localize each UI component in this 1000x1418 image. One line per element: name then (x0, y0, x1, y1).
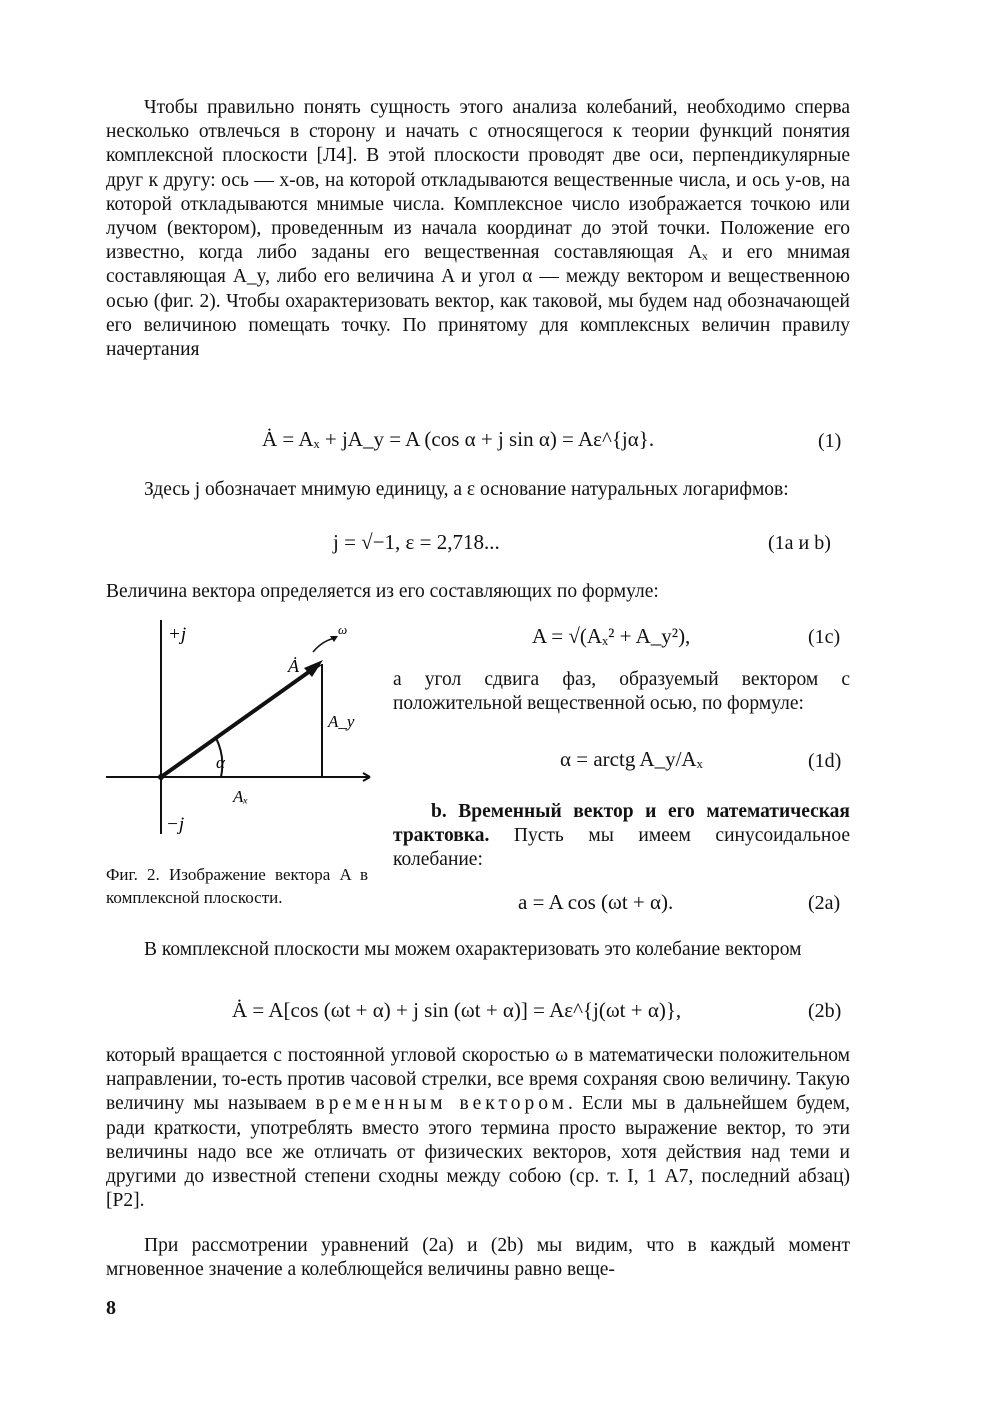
paragraph-vector-magnitude: Величина вектора определяется из его составляющих по формуле: (106, 581, 659, 602)
paragraph-vector-characterize: В комплексной плоскости мы можем охарактеризовать это колебание вектором (144, 939, 802, 960)
paragraph-rotating-vector (106, 1044, 850, 1213)
label-minus-j: −j (166, 814, 185, 835)
equation-1d-number: (1d) (808, 750, 842, 772)
equation-2b-number: (2b) (808, 1000, 842, 1022)
origin-point (158, 774, 164, 780)
paragraph-complex-plane: Чтобы правильно понять сущность этого анализа колебаний, необходимо сперва несколько отвлечься в сторону и начать с относящегося к теории функций понятия комплексной плоскости [Л4]. В этой плоскости проводят две оси, перпендикулярные друг к другу: ось — x-ов, на которой откладываются вещественные числа, и ось y-ов, на которой откладываются мнимые числа. Комплексное число изображается точкою или лучом (вектором), проведенным из начала координат до этой точки. Положение его известно, когда либо заданы его вещественная составляющая Aₓ и его мнимая составляющая A_y, либо его величина A и угол α — между вектором и вещественною осью (фиг. 2). Чтобы охарактеризовать вектор, как таковой, мы будем над обозначающей его величиною помещать точку. По принятому для комплексных величин правилу начертания (106, 97, 850, 361)
term-time-vector: временным вектором (315, 1093, 568, 1115)
complex-plane-figure (98, 612, 388, 842)
equation-2b: Ȧ = A[cos (ωt + α) + j sin (ωt + α)] = Aε^{j(ωt + α)}, (232, 998, 682, 1022)
section-heading: b. Временный вектор и его математическая трактовка. (393, 801, 850, 847)
label-plus-j: +j (168, 624, 187, 645)
rotating-vector-text-a: который вращается с постоянной угловой скоростью ω в математически положительном направлении, то-есть против часовой стрелки, все время сохраняя свою величину. Такую величину мы называем (106, 1045, 850, 1115)
label-omega: ω (338, 622, 348, 637)
equation-1c: A = √(Aₓ² + A_y²), (532, 624, 691, 648)
figure-caption: Фиг. 2. Изображение вектора A в комплексной плоскости. (106, 865, 368, 907)
label-alpha: α (216, 753, 225, 772)
section-intro-text: Пусть мы имеем синусоидальное колебание: (393, 825, 850, 871)
page-number: 8 (106, 1297, 116, 1319)
vector-a (161, 664, 320, 777)
equation-1: Ȧ = Aₓ + jA_y = A (cos α + j sin α) = Aε^{jα}. (262, 427, 655, 451)
equation-1c-number: (1c) (808, 626, 841, 648)
equation-2a: a = A cos (ωt + α). (518, 890, 674, 914)
equation-1-number: (1) (818, 430, 842, 452)
equation-1ab-number: (1a и b) (768, 532, 831, 554)
paragraph-j-definition: Здесь j обозначает мнимую единицу, а ε основание натуральных логарифмов: (144, 479, 789, 500)
equation-1ab: j = √−1, ε = 2,718... (333, 530, 500, 554)
rotating-vector-text-b: . Если мы в дальнейшем будем, ради краткости, употреблять вместо этого термина просто выражение вектор, то эти величины надо все же отличать от физических векторов, хотя действия над теми и другими до известной степени сходны между собою (ср. т. I, 1 А7, последний абзац) [Р2]. (106, 1093, 850, 1212)
label-vector-a: Ȧ (288, 656, 299, 676)
label-ax: Aₓ (233, 787, 249, 806)
equation-2a-number: (2a) (808, 892, 841, 914)
equation-1d: α = arctg A_y/Aₓ (560, 747, 703, 771)
paragraph-phase-angle: а угол сдвига фаз, образуемый вектором с положительной вещественной осью, по формуле: (393, 669, 850, 715)
paragraph-section-b (393, 800, 850, 873)
paragraph-instantaneous-value: При рассмотрении уравнений (2a) и (2b) мы видим, что в каждый момент мгновенное значение a колеблющейся величины равно веще- (106, 1235, 850, 1281)
rotation-arrow (313, 638, 336, 652)
label-ay: A_y (328, 712, 355, 731)
